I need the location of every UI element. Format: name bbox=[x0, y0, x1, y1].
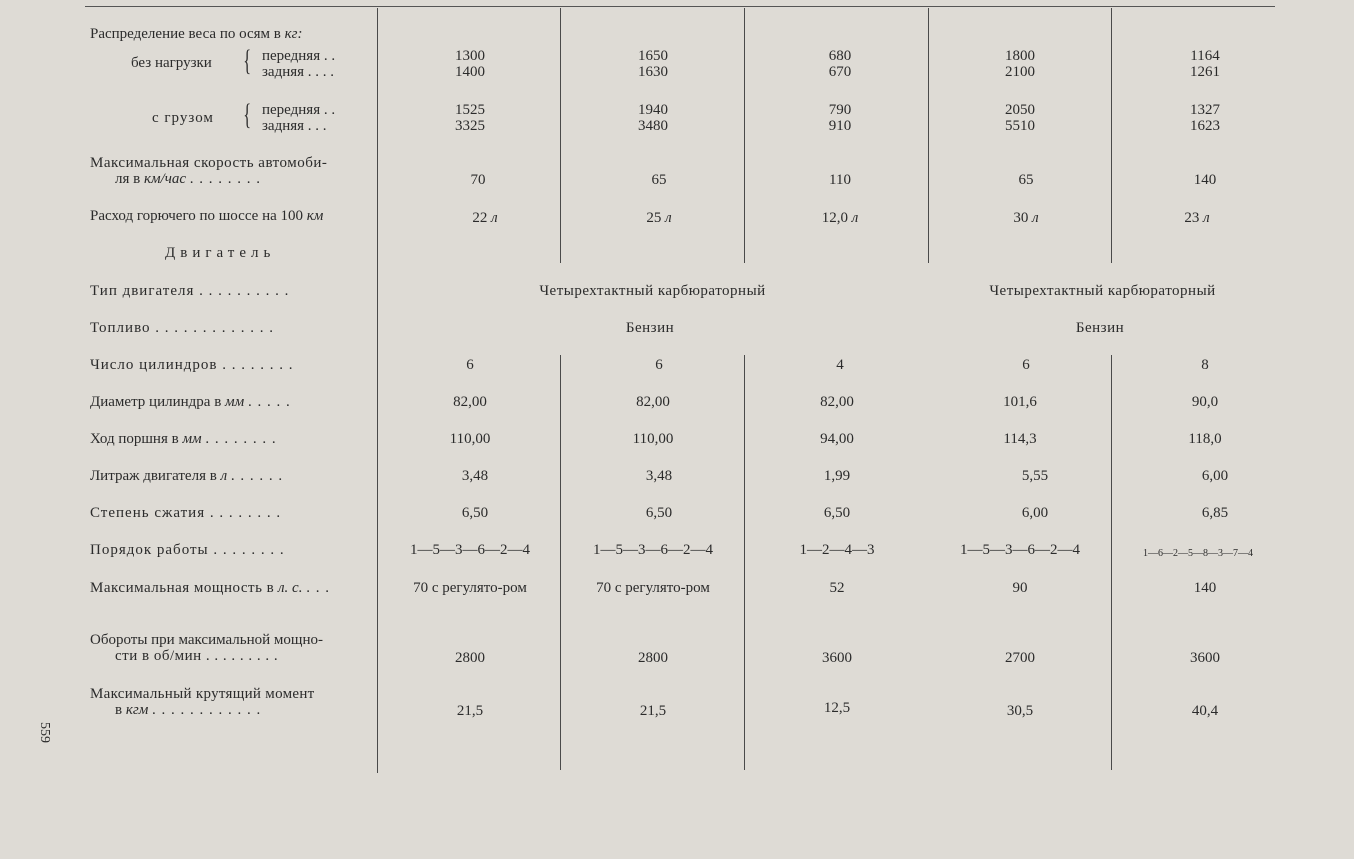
torque-line2 bbox=[90, 702, 365, 718]
max-power-unit: л. с. bbox=[278, 580, 303, 596]
fuel-number: 25 bbox=[646, 210, 662, 226]
max-speed-line1: Максимальная скорость автомоби- bbox=[90, 155, 328, 171]
column-rule bbox=[560, 355, 561, 770]
bore-dots: . . . . . bbox=[247, 394, 291, 410]
bore-value: 82,00 bbox=[453, 394, 487, 410]
unloaded-front-value: 1650 bbox=[638, 48, 668, 64]
max-power-value: 70 с регулято-ром bbox=[413, 580, 527, 596]
fuel-unit: л bbox=[851, 210, 859, 226]
torque-value: 21,5 bbox=[639, 703, 667, 719]
weight-unit: кг: bbox=[284, 26, 303, 42]
compression-label: Степень сжатия . . . . . . . . bbox=[90, 505, 282, 521]
loaded-label: с грузом bbox=[152, 110, 214, 126]
rpm-value: 2800 bbox=[638, 650, 668, 666]
torque-line2-text: в bbox=[115, 702, 123, 718]
torque-line1: Максимальный крутящий момент bbox=[90, 686, 315, 702]
bore-value: 82,00 bbox=[820, 394, 854, 410]
fuel-unit: л bbox=[665, 210, 672, 226]
unloaded-rear-value: 670 bbox=[828, 64, 852, 80]
stroke-label-text: Ход поршня в bbox=[90, 431, 179, 447]
rpm-value: 2700 bbox=[1005, 650, 1035, 666]
unloaded-front-value: 680 bbox=[828, 48, 852, 64]
cylinders-value: 4 bbox=[836, 357, 844, 373]
stroke-label bbox=[90, 431, 277, 448]
firing-order-value: 1—6—2—5—8—3—7—4 bbox=[1143, 548, 1253, 559]
firing-order-label: Порядок работы . . . . . . . . bbox=[90, 542, 285, 558]
loaded-rear-value: 3480 bbox=[638, 118, 668, 134]
cylinders-label: Число цилиндров . . . . . . . . bbox=[90, 357, 294, 373]
cylinders-value: 6 bbox=[655, 357, 663, 373]
max-speed-dots: . . . . . . . . bbox=[189, 171, 262, 187]
weight-label-text: Распределение веса по осям в bbox=[90, 26, 281, 42]
unloaded-front-value: 1300 bbox=[455, 48, 485, 64]
loaded-front-label: передняя . . bbox=[262, 102, 336, 118]
stroke-value: 114,3 bbox=[1003, 431, 1037, 447]
rpm-value: 3600 bbox=[1190, 650, 1220, 666]
torque-label bbox=[90, 686, 365, 718]
fuel-unit: л bbox=[1032, 210, 1039, 226]
bore-value: 101,6 bbox=[1003, 394, 1037, 410]
fuel-type-value: Бензин bbox=[625, 320, 675, 336]
fuel-unit: л bbox=[491, 210, 498, 226]
fuel-consumption-value bbox=[1112, 210, 1282, 226]
torque-value: 40,4 bbox=[1191, 703, 1219, 719]
rpm-line1: Обороты при максимальной мощно- bbox=[90, 632, 323, 648]
max-power-dots: . . . bbox=[306, 580, 330, 596]
fuel-unit: л bbox=[1203, 210, 1210, 226]
fuel-type-value: Бензин bbox=[1075, 320, 1125, 336]
max-speed-line2 bbox=[90, 171, 365, 187]
fuel-number: 30 bbox=[1013, 210, 1029, 226]
unloaded-rear-value: 1630 bbox=[638, 64, 668, 80]
max-speed-label bbox=[90, 155, 365, 187]
firing-order-value: 1—5—3—6—2—4 bbox=[593, 542, 713, 558]
loaded-brace: { bbox=[243, 98, 252, 131]
fuel-type-label: Топливо . . . . . . . . . . . . . bbox=[90, 320, 275, 336]
unloaded-brace: { bbox=[243, 44, 252, 77]
stroke-value: 110,00 bbox=[632, 431, 674, 447]
column-rule bbox=[928, 8, 929, 263]
fuel-consumption-value bbox=[941, 210, 1111, 226]
loaded-front-value: 1327 bbox=[1190, 102, 1220, 118]
stroke-value: 94,00 bbox=[820, 431, 854, 447]
label-column-rule bbox=[377, 8, 378, 773]
firing-order-value: 1—2—4—3 bbox=[799, 542, 875, 558]
fuel-number: 12,0 bbox=[821, 210, 848, 226]
rpm-label bbox=[90, 632, 365, 664]
unloaded-rear-value: 2100 bbox=[1005, 64, 1035, 80]
displacement-value: 3,48 bbox=[461, 468, 489, 484]
fuel-consumption-value bbox=[755, 210, 925, 226]
compression-value: 6,00 bbox=[1021, 505, 1049, 521]
max-speed-unit: км/час bbox=[143, 171, 187, 187]
unloaded-label: без нагрузки bbox=[131, 55, 212, 71]
loaded-rear-value: 3325 bbox=[455, 118, 485, 134]
unloaded-rear-value: 1261 bbox=[1190, 64, 1220, 80]
firing-order-value: 1—5—3—6—2—4 bbox=[960, 542, 1080, 558]
top-rule bbox=[85, 6, 1275, 7]
engine-type-label: Тип двигателя . . . . . . . . . . bbox=[90, 283, 290, 299]
loaded-front-value: 2050 bbox=[1005, 102, 1035, 118]
rpm-value: 3600 bbox=[822, 650, 852, 666]
loaded-rear-value: 910 bbox=[828, 118, 852, 134]
max-speed-value: 110 bbox=[829, 172, 851, 188]
stroke-dots: . . . . . . . . bbox=[205, 431, 277, 447]
compression-value: 6,85 bbox=[1201, 505, 1229, 521]
loaded-front-value: 1940 bbox=[638, 102, 668, 118]
cylinders-value: 8 bbox=[1201, 357, 1209, 373]
max-speed-value: 140 bbox=[1193, 172, 1217, 188]
max-speed-value: 70 bbox=[470, 172, 486, 188]
column-rule bbox=[1111, 355, 1112, 770]
max-speed-line2-text: ля в bbox=[115, 171, 141, 187]
cylinders-value: 6 bbox=[1022, 357, 1030, 373]
stroke-value: 118,0 bbox=[1188, 431, 1222, 447]
max-speed-value: 65 bbox=[1018, 172, 1034, 188]
fuel-consumption-label bbox=[90, 208, 323, 225]
weight-distribution-label bbox=[90, 26, 302, 43]
loaded-front-value: 1525 bbox=[455, 102, 485, 118]
rpm-value: 2800 bbox=[455, 650, 485, 666]
max-power-value: 52 bbox=[829, 580, 845, 596]
loaded-rear-label: задняя . . . bbox=[262, 118, 327, 134]
cylinders-value: 6 bbox=[466, 357, 474, 373]
max-power-value: 90 bbox=[1012, 580, 1028, 596]
fuel-consumption-text: Расход горючего по шоссе на 100 bbox=[90, 208, 304, 224]
displacement-dots: . . . . . . bbox=[230, 468, 284, 484]
fuel-consumption-value bbox=[400, 210, 570, 226]
unloaded-rear-value: 1400 bbox=[455, 64, 485, 80]
displacement-label-text: Литраж двигателя в bbox=[90, 468, 217, 484]
torque-dots: . . . . . . . . . . . . bbox=[152, 702, 262, 718]
fuel-consumption-unit: км bbox=[306, 208, 324, 224]
engine-type-value: Четырехтактный карбюраторный bbox=[539, 283, 766, 299]
column-rule bbox=[744, 8, 745, 263]
page-number: 559 bbox=[37, 722, 52, 743]
torque-unit: кгм bbox=[125, 702, 149, 718]
fuel-number: 23 bbox=[1184, 210, 1200, 226]
unloaded-front-value: 1800 bbox=[1005, 48, 1035, 64]
stroke-value: 110,00 bbox=[449, 431, 491, 447]
loaded-rear-value: 1623 bbox=[1190, 118, 1220, 134]
max-power-label-text: Максимальная мощность в bbox=[90, 580, 275, 596]
compression-value: 6,50 bbox=[823, 505, 851, 521]
fuel-consumption-value bbox=[574, 210, 744, 226]
stroke-unit: мм bbox=[182, 431, 202, 447]
displacement-value: 3,48 bbox=[645, 468, 673, 484]
bore-label bbox=[90, 394, 291, 411]
bore-value: 82,00 bbox=[636, 394, 670, 410]
torque-value: 21,5 bbox=[456, 703, 484, 719]
torque-value: 12,5 bbox=[823, 700, 851, 716]
compression-value: 6,50 bbox=[645, 505, 673, 521]
unloaded-front-label: передняя . . bbox=[262, 48, 336, 64]
bore-unit: мм bbox=[225, 394, 245, 410]
max-speed-value: 65 bbox=[651, 172, 667, 188]
displacement-unit: л bbox=[220, 468, 228, 484]
engine-section-heading: Двигатель bbox=[165, 245, 276, 261]
column-rule bbox=[744, 355, 745, 770]
bore-label-text: Диаметр цилиндра в bbox=[90, 394, 222, 410]
engine-type-value: Четырехтактный карбюраторный bbox=[989, 283, 1216, 299]
bore-value: 90,0 bbox=[1191, 394, 1219, 410]
loaded-front-value: 790 bbox=[828, 102, 852, 118]
unloaded-rear-label: задняя . . . . bbox=[262, 64, 335, 80]
loaded-rear-value: 5510 bbox=[1005, 118, 1035, 134]
displacement-value: 5,55 bbox=[1021, 468, 1049, 484]
max-power-value: 70 с регулято-ром bbox=[596, 580, 710, 596]
fuel-number: 22 bbox=[472, 210, 488, 226]
max-power-label bbox=[90, 580, 330, 597]
firing-order-value: 1—5—3—6—2—4 bbox=[410, 542, 530, 558]
torque-value: 30,5 bbox=[1006, 703, 1034, 719]
displacement-label bbox=[90, 468, 283, 485]
displacement-value: 1,99 bbox=[823, 468, 851, 484]
displacement-value: 6,00 bbox=[1201, 468, 1229, 484]
max-power-value: 140 bbox=[1193, 580, 1217, 596]
compression-value: 6,50 bbox=[461, 505, 489, 521]
rpm-line2: сти в об/мин . . . . . . . . . bbox=[115, 648, 279, 664]
unloaded-front-value: 1164 bbox=[1190, 48, 1220, 64]
